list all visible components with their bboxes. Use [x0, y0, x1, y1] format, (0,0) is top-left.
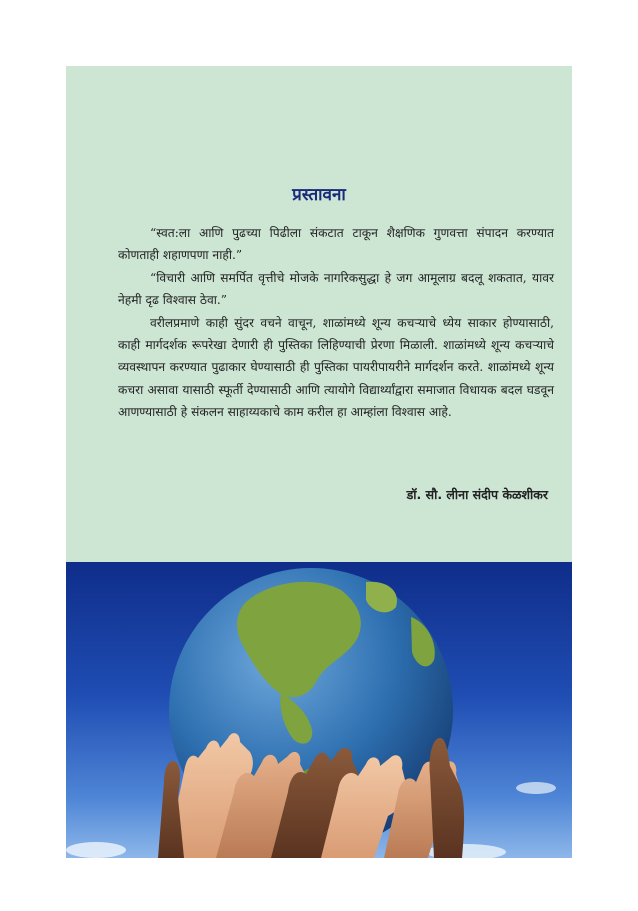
preface-body — [118, 222, 554, 424]
hand-shape — [429, 738, 464, 858]
cloud-shape — [66, 842, 126, 858]
cloud-shape — [516, 782, 556, 794]
preface-panel — [66, 66, 572, 562]
quote-paragraph-2: “विचारी आणि समर्पित वृत्तीचे मोजके नागरिकसुद्धा हे जग आमूलाग्र बदलू शकतात, यावर नेहमी दृढ विश्वास ठेवा.” — [118, 270, 554, 308]
page-title: प्रस्तावना — [292, 185, 346, 205]
quote-paragraph-1: “स्वत:ला आणि पुढच्या पिढीला संकटात टाकून शैक्षणिक गुणवत्ता संपादन करण्यात कोणताही शहाणपणा नाही.” — [118, 226, 554, 263]
preface-paragraph: वरीलप्रमाणे काही सुंदर वचने वाचून, शाळांमध्ये शून्य कचऱ्याचे ध्येय साकार होण्यासाठी, काही मार्गदर्शक रूपरेखा देणारी ही पुस्तिका लिहिण्याची प्रेरणा मिळाली. शाळांमध्ये शून्य कचऱ्याचे व्यवस्थापन करण्यात पुढाकार घेण्यासाठी ही पुस्तिका पायरीपायरीने मार्गदर्शन करते. शाळांमध्ये शून्य कचरा असावा यासाठी स्फूर्ती देण्यासाठी आणि त्यायोगे विद्यार्थ्यांद्वारा समाजात विधायक बदल घडवून आणण्यासाठी हे संकलन साहाय्यकाचे काम करील हा आम्हांला विश्वास आहे. — [118, 315, 554, 420]
globe-with-hands-photo — [66, 562, 572, 858]
author-signature: डॉ. सौ. लीना संदीप केळशीकर — [406, 487, 548, 502]
globe-illustration — [66, 562, 572, 858]
